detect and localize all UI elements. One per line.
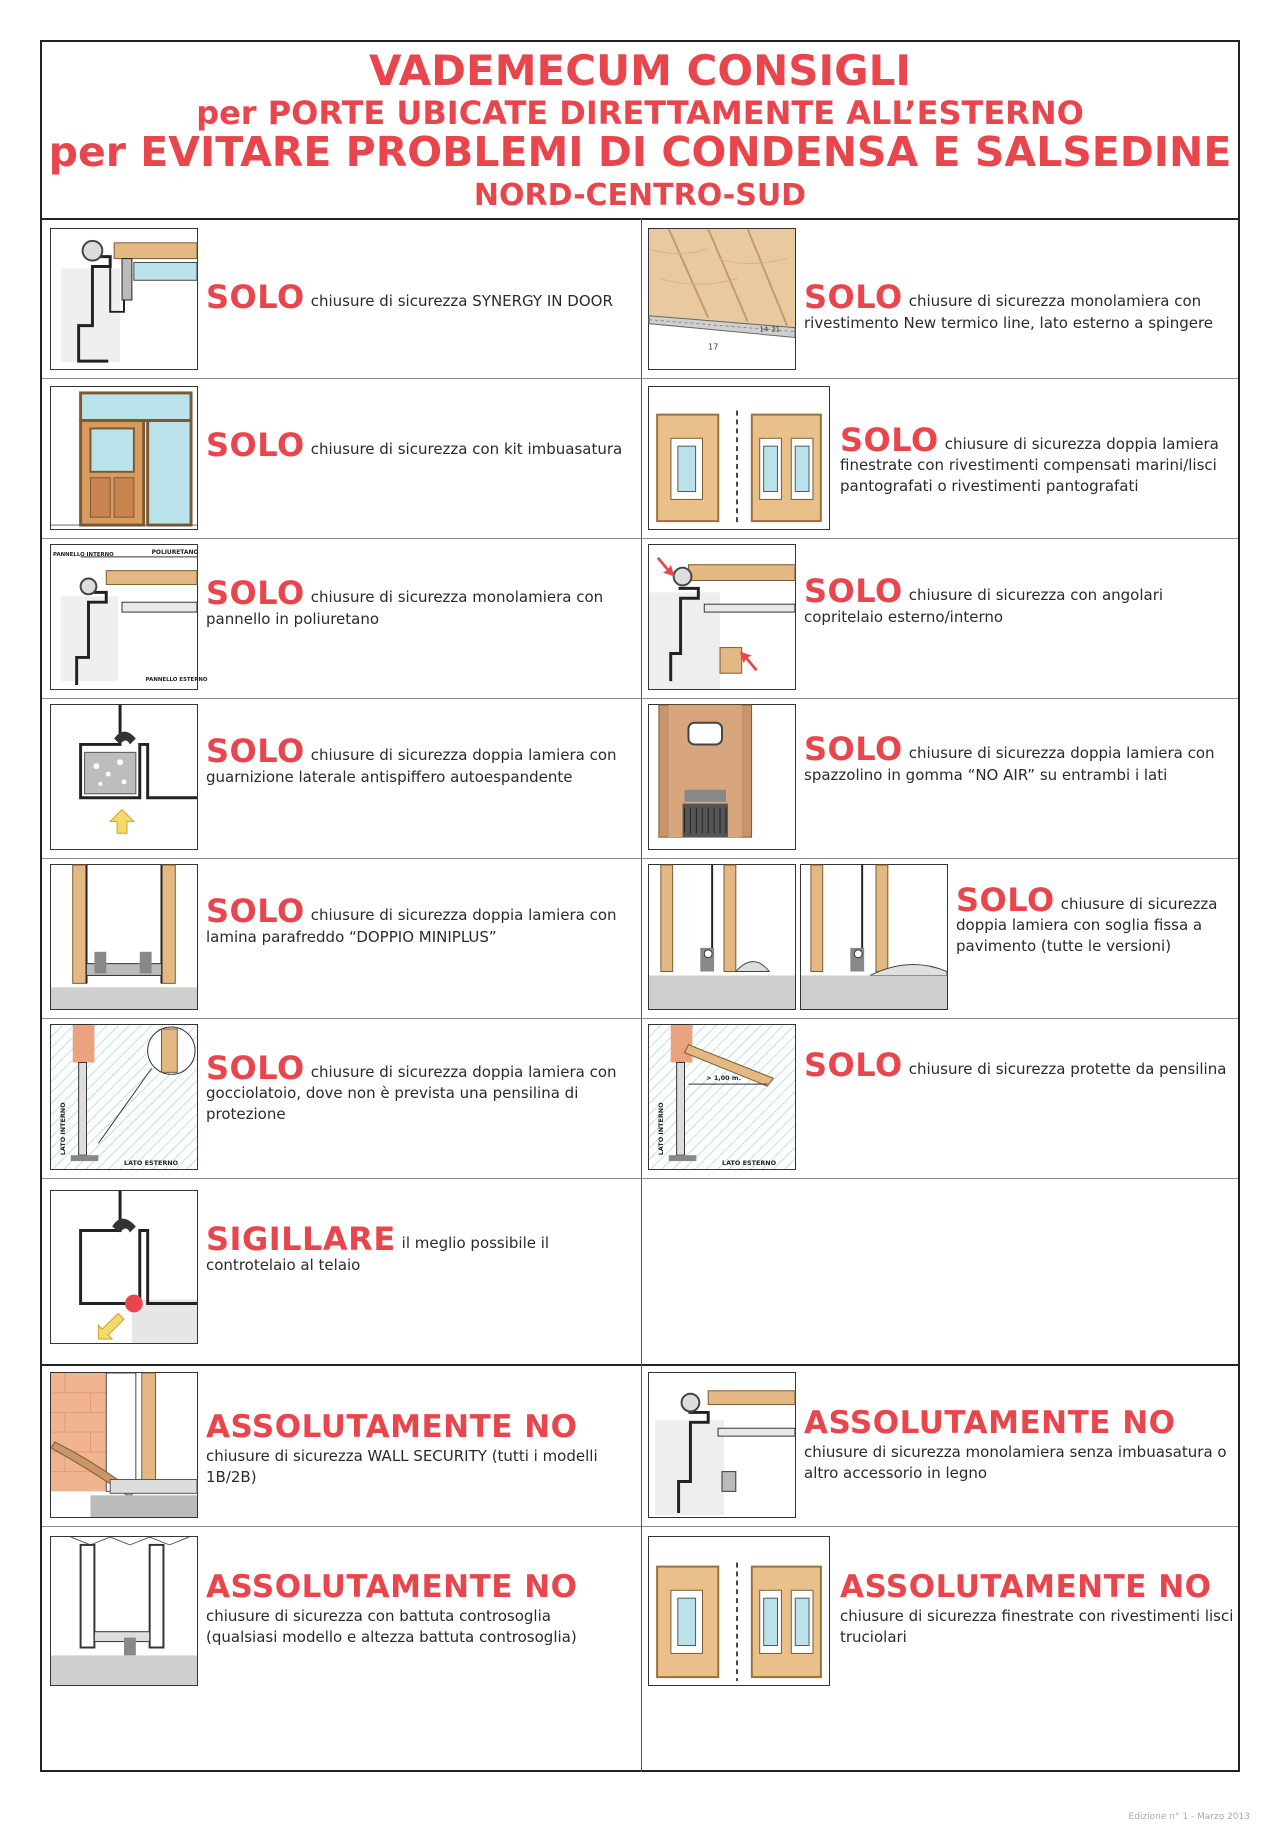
figure-battuta-controsoglia (50, 1536, 198, 1686)
item-keyword: SOLO (206, 426, 305, 464)
column-divider (641, 218, 642, 1418)
item-description: chiusure di sicurezza con angolari copritelaio esterno/interno (804, 586, 1164, 626)
figure-door-kit-imbuasatura (50, 386, 198, 530)
row-divider (42, 378, 1238, 379)
item-description: chiusure di sicurezza WALL SECURITY (tutti i modelli 1B/2B) (206, 1447, 598, 1486)
item-description: chiusure di sicurezza protette da pensilina (908, 1060, 1227, 1078)
item-keyword: ASSOLUTAMENTE NO (206, 1569, 578, 1605)
dim-17-label: 17 (708, 342, 719, 352)
figure-guarnizione-antispiffero (50, 704, 198, 850)
item-keyword: SOLO (206, 278, 305, 316)
item-text (804, 1404, 1234, 1484)
item-description: chiusure di sicurezza doppia lamiera con guarnizione laterale antispiffero autoespandente (206, 746, 617, 786)
label-pannello-esterno: PANNELLO ESTERNO (145, 677, 208, 684)
item-text (206, 1408, 626, 1488)
item-description: chiusure di sicurezza doppia lamiera finestrate con rivestimenti compensati marini/lisci pantografati o rivestimenti pantografati (840, 435, 1219, 495)
figure-sigillare (50, 1190, 198, 1344)
label-poliuretano: POLIURETANO (151, 549, 199, 556)
title-line-4: NORD-CENTRO-SUD (473, 178, 807, 213)
section-divider (42, 1364, 1238, 1366)
item-text (956, 881, 1238, 957)
figure-polyurethane-panel (50, 544, 208, 690)
row-divider (42, 858, 1238, 859)
edition-footer: Edizione n° 1 - Marzo 2013 (1128, 1812, 1250, 1822)
item-text (206, 732, 636, 788)
figure-angolari-copritelaio (648, 544, 796, 690)
item-keyword: ASSOLUTAMENTE NO (840, 1569, 1212, 1605)
label-lato-esterno: LATO ESTERNO (722, 1159, 777, 1168)
title-line-2: per PORTE UBICATE DIRETTAMENTE ALL’ESTERNO (196, 94, 1084, 132)
poster-header (42, 42, 1238, 220)
item-description: chiusure di sicurezza doppia lamiera con spazzolino in gomma “NO AIR” su entrambi i lati (804, 744, 1215, 784)
figure-soglia-fissa-b (800, 864, 948, 1010)
item-description: chiusure di sicurezza doppia lamiera con lamina parafreddo “DOPPIO MINIPLUS” (206, 906, 617, 946)
item-text (206, 574, 636, 630)
dim-14-label: 14 (759, 325, 769, 334)
item-description: chiusure di sicurezza monolamiera con pannello in poliuretano (206, 588, 604, 628)
figure-new-termico-panel (648, 228, 796, 370)
item-text (840, 421, 1236, 497)
figure-windowed-doors (648, 386, 830, 530)
title-line-1: VADEMECUM CONSIGLI (369, 46, 911, 95)
item-text (206, 426, 636, 464)
item-keyword: SOLO (804, 730, 903, 768)
item-text (804, 1046, 1234, 1084)
item-text (206, 892, 636, 948)
item-text (206, 278, 636, 316)
item-keyword: SOLO (840, 421, 939, 459)
item-keyword: SOLO (206, 892, 305, 930)
item-keyword: SOLO (804, 278, 903, 316)
item-keyword: SOLO (804, 572, 903, 610)
item-description: il meglio possibile il controtelaio al telaio (206, 1234, 550, 1274)
item-description: chiusure di sicurezza con battuta controsoglia (qualsiasi modello e altezza battuta controsoglia) (206, 1607, 577, 1646)
figure-finestrate-truciolari (648, 1536, 830, 1686)
item-description: chiusure di sicurezza finestrate con rivestimenti lisci truciolari (840, 1607, 1234, 1646)
item-description: chiusure di sicurezza con kit imbuasatura (310, 440, 623, 458)
title-line-3: per EVITARE PROBLEMI DI CONDENSA E SALSEDINE (48, 128, 1232, 176)
item-description: chiusure di sicurezza doppia lamiera con soglia fissa a pavimento (tutte le versioni) (956, 895, 1218, 955)
figure-no-air-brush (648, 704, 796, 850)
figure-synergy-profile (50, 228, 198, 370)
figure-gocciolatoio (50, 1024, 198, 1170)
row-divider (42, 1526, 1238, 1527)
item-description: chiusure di sicurezza monolamiera senza imbuasatura o altro accessorio in legno (804, 1443, 1227, 1482)
label-distanza: > 1,00 m. (706, 1074, 741, 1083)
item-text (206, 1049, 636, 1125)
item-keyword: ASSOLUTAMENTE NO (804, 1405, 1176, 1441)
item-keyword: SOLO (956, 881, 1055, 919)
figure-wall-security (50, 1372, 198, 1518)
item-text (804, 278, 1234, 334)
figure-pensilina (648, 1024, 796, 1170)
row-divider (42, 538, 1238, 539)
row-divider (42, 1178, 1238, 1179)
item-keyword: SOLO (804, 1046, 903, 1084)
item-text (206, 1220, 636, 1276)
item-keyword: SOLO (206, 574, 305, 612)
label-lato-interno: LATO INTERNO (58, 1102, 67, 1156)
label-lato-interno: LATO INTERNO (656, 1102, 665, 1156)
figure-monolamiera-senza-imbuasatura (648, 1372, 796, 1518)
label-lato-esterno: LATO ESTERNO (124, 1159, 179, 1168)
figure-doppio-miniplus (50, 864, 198, 1010)
item-text (206, 1568, 626, 1648)
column-divider-no (641, 1364, 642, 1772)
label-pannello-interno: PANNELLO INTERNO (52, 551, 114, 558)
item-text (804, 572, 1234, 628)
row-divider (42, 1018, 1238, 1019)
item-description: chiusure di sicurezza SYNERGY IN DOOR (310, 292, 613, 310)
dim-21-label: 21 (771, 325, 781, 334)
item-keyword: ASSOLUTAMENTE NO (206, 1409, 578, 1445)
poster-frame (40, 40, 1240, 1772)
item-text (840, 1568, 1236, 1648)
item-text (804, 730, 1234, 786)
item-description: chiusure di sicurezza monolamiera con rivestimento New termico line, lato esterno a spingere (804, 292, 1214, 332)
item-keyword: SOLO (206, 1049, 305, 1087)
item-keyword: SIGILLARE (206, 1220, 396, 1258)
item-description: chiusure di sicurezza doppia lamiera con gocciolatoio, dove non è prevista una pensilina di protezione (206, 1063, 617, 1123)
figure-soglia-fissa-a (648, 864, 796, 1010)
item-keyword: SOLO (206, 732, 305, 770)
row-divider (42, 698, 1238, 699)
